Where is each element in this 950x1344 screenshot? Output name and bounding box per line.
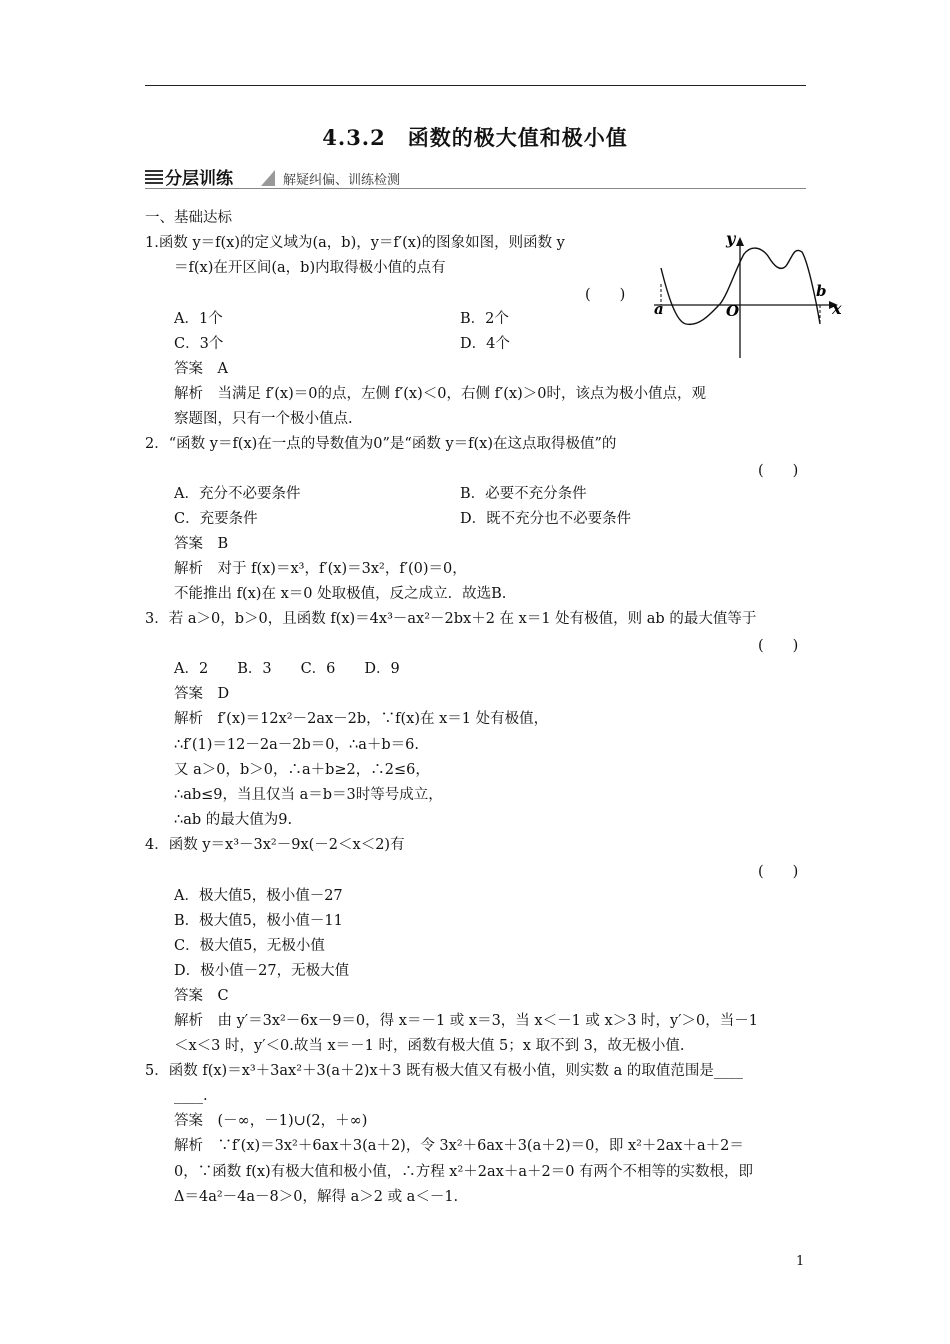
q1-answer-paren: ( ) — [585, 287, 626, 303]
page-number: 1 — [796, 1254, 805, 1269]
q3-analysis-line2: ∴f′(1)＝12－2a－2b＝0，∴a＋b＝6. — [174, 737, 419, 753]
y-axis-label: y — [726, 229, 736, 248]
q3-options: A．2 B．3 C．6 D．9 — [174, 661, 400, 677]
q2-analysis-line2: 不能推出 f(x)在 x＝0 处取极值，反之成立．故选B. — [174, 586, 507, 602]
section-banner — [145, 164, 806, 190]
banner-underline — [145, 188, 806, 189]
q1-option-c: C．3个 — [174, 336, 224, 352]
q3-analysis-line5: ∴ab 的最大值为9. — [174, 812, 293, 828]
origin-label: O — [726, 302, 740, 320]
banner-subtitle: 解疑纠偏、训练检测 — [283, 173, 401, 188]
q3-answer-paren: ( ) — [758, 638, 799, 654]
q1-option-b: B．2个 — [460, 311, 509, 327]
q4-option-c: C．极大值5，无极小值 — [174, 938, 325, 954]
top-rule — [145, 85, 806, 86]
q2-option-b: B．必要不充分条件 — [460, 486, 587, 502]
a-label: a — [654, 300, 664, 318]
q1-stem-line1: 1.函数 y＝f(x)的定义域为(a，b)，y＝f′(x)的图象如图，则函数 y — [145, 235, 565, 251]
q1-option-a: A．1个 — [174, 311, 223, 327]
page-title: 4.3.2 函数的极大值和极小值 — [322, 125, 628, 150]
q1-answer: 答案 A — [174, 361, 228, 377]
q5-stem-line1: 5．函数 f(x)＝x³＋3ax²＋3(a＋2)x＋3 既有极大值又有极小值，则实数 a 的取值范围是____ — [145, 1063, 743, 1079]
q4-option-b: B．极大值5，极小值－11 — [174, 913, 343, 929]
y-axis-arrow-icon — [736, 237, 744, 246]
q4-analysis-line2: ＜x＜3 时，y′＜0.故当 x＝－1 时，函数有极大值 5；x 取不到 3，故无极小值. — [174, 1038, 685, 1054]
section-heading: 一、基础达标 — [145, 210, 232, 226]
x-axis-label: x — [832, 299, 842, 318]
q4-answer-paren: ( ) — [758, 864, 799, 880]
q1-stem-line2: ＝f(x)在开区间(a，b)内取得极小值的点有 — [174, 260, 446, 276]
q1-analysis-line2: 察题图，只有一个极小值点. — [174, 411, 353, 427]
q5-analysis-line3: Δ＝4a²－4a－8＞0，解得 a＞2 或 a＜－1. — [174, 1189, 459, 1205]
q5-answer: 答案 (－∞，－1)∪(2，＋∞) — [174, 1113, 368, 1129]
b-label: b — [816, 282, 827, 300]
q3-analysis-line4: ∴ab≤9，当且仅当 a＝b＝3时等号成立， — [174, 787, 443, 803]
q3-analysis-line1: 解析 f′(x)＝12x²－2ax－2b，∵f(x)在 x＝1 处有极值， — [174, 711, 549, 727]
q2-answer: 答案 B — [174, 536, 229, 552]
q1-option-d: D．4个 — [460, 336, 510, 352]
banner-title: 分层训练 — [165, 169, 233, 189]
q2-option-a: A．充分不必要条件 — [174, 486, 301, 502]
q4-stem: 4．函数 y＝x³－3x²－9x(－2＜x＜2)有 — [145, 837, 405, 853]
q2-analysis-line1: 解析 对于 f(x)＝x³，f′(x)＝3x²，f′(0)＝0， — [174, 561, 467, 577]
q2-answer-paren: ( ) — [758, 463, 799, 479]
q5-stem-line2: ____. — [174, 1088, 208, 1104]
q3-analysis-line3: 又 a＞0，b＞0，∴a＋b≥2，∴2≤6， — [174, 762, 430, 778]
q1-analysis-line1: 解析 当满足 f′(x)＝0的点，左侧 f′(x)＜0，右侧 f′(x)＞0时，该点为极小值点，观 — [174, 386, 706, 402]
q2-option-d: D．既不充分也不必要条件 — [460, 511, 632, 527]
q4-option-a: A．极大值5，极小值－27 — [174, 888, 343, 904]
q2-option-c: C．充要条件 — [174, 511, 258, 527]
q3-answer: 答案 D — [174, 686, 230, 702]
q5-analysis-line1: 解析 ∵f′(x)＝3x²＋6ax＋3(a＋2)，令 3x²＋6ax＋3(a＋2)＝0，即 x²＋2ax＋a＋2＝ — [174, 1138, 744, 1154]
q4-option-d: D．极小值－27，无极大值 — [174, 963, 350, 979]
q2-stem: 2．“函数 y＝f(x)在一点的导数值为0”是“函数 y＝f(x)在这点取得极值”的 — [145, 436, 617, 452]
derivative-graph — [640, 228, 850, 364]
banner-triangle-icon — [261, 170, 275, 186]
banner-stripes-icon — [145, 170, 163, 186]
q4-answer: 答案 C — [174, 988, 229, 1004]
q3-stem: 3．若 a＞0，b＞0，且函数 f(x)＝4x³－ax²－2bx＋2 在 x＝1 处有极值，则 ab 的最大值等于 — [145, 611, 757, 627]
q5-analysis-line2: 0，∵函数 f(x)有极大值和极小值，∴方程 x²＋2ax＋a＋2＝0 有两个不相等的实数根，即 — [174, 1164, 754, 1180]
q4-analysis-line1: 解析 由 y′＝3x²－6x－9＝0，得 x＝－1 或 x＝3，当 x＜－1 或 x＞3 时，y′＞0，当－1 — [174, 1013, 758, 1029]
